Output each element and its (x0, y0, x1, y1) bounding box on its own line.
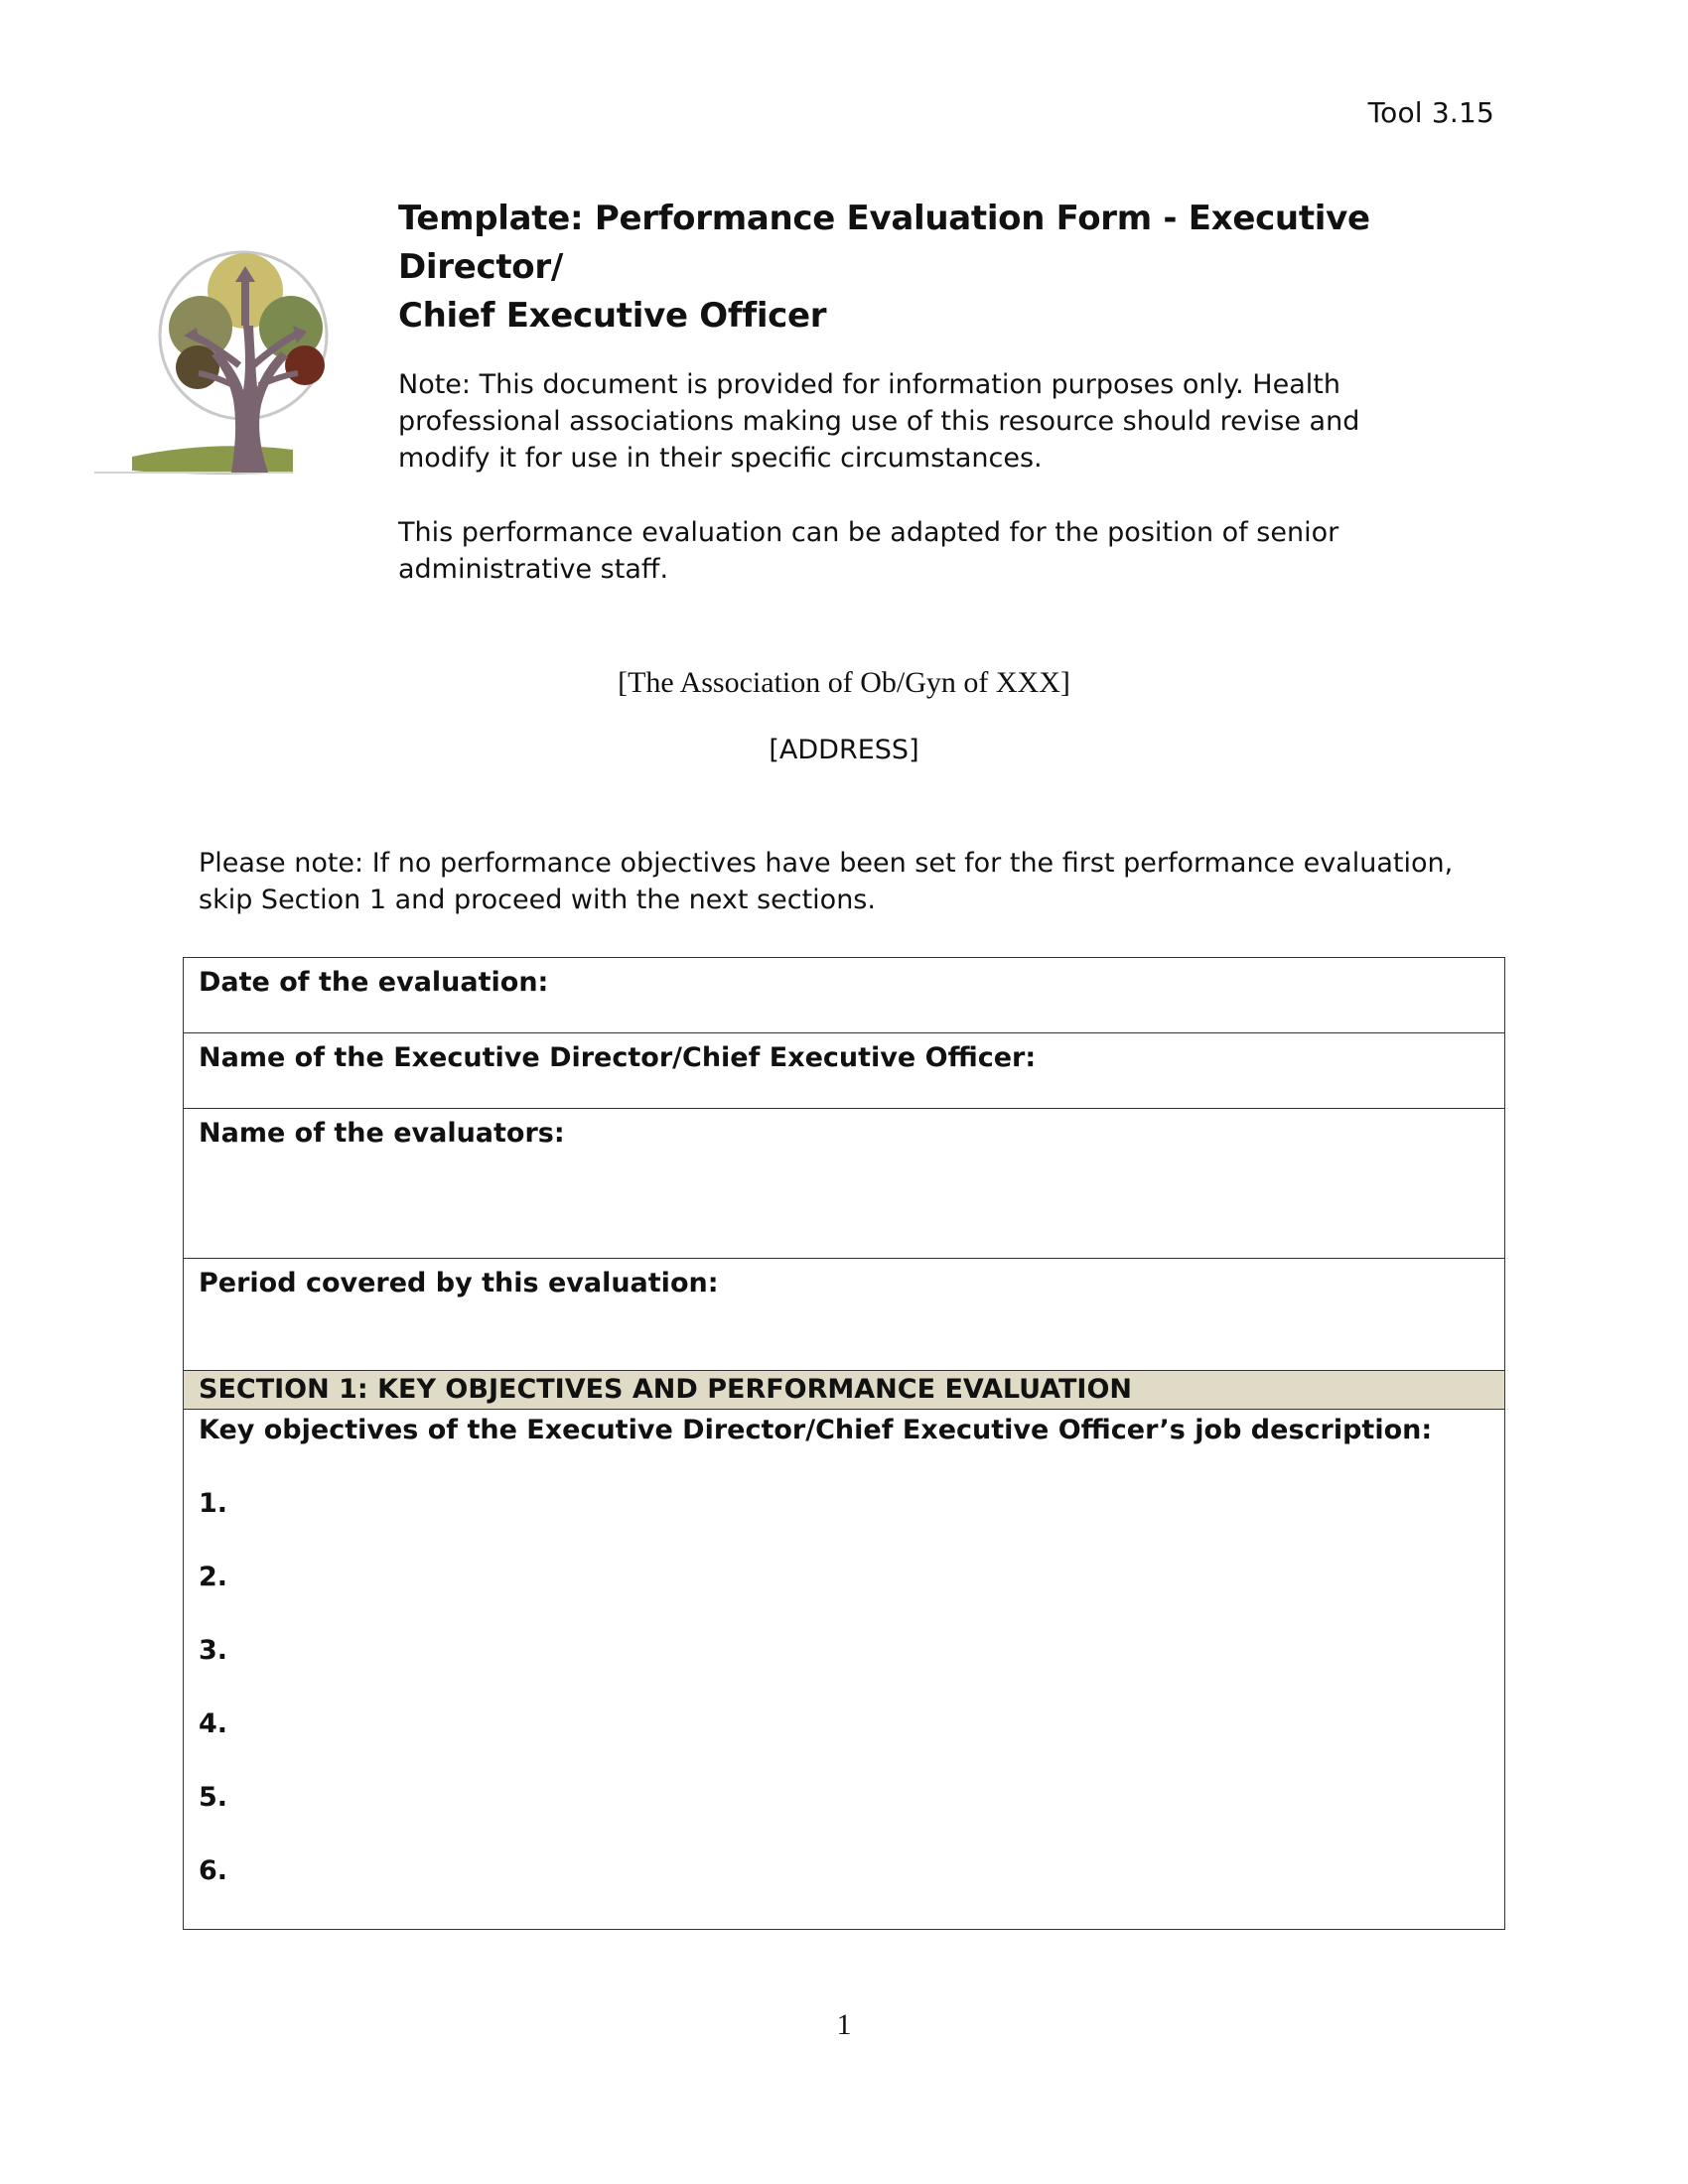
objective-number-1: 1. (199, 1488, 228, 1519)
objective-number-5: 5. (199, 1782, 228, 1813)
objectives-label: Key objectives of the Executive Director/Chief Executive Officer’s job description: (199, 1415, 1433, 1445)
association-address: [ADDRESS] (769, 735, 919, 765)
objective-number-2: 2. (199, 1562, 228, 1592)
evaluation-form-table (183, 957, 1505, 1930)
evaluators-label: Name of the evaluators: (199, 1118, 565, 1149)
period-field[interactable] (184, 1259, 1504, 1371)
adaptation-note: This performance evaluation can be adapted for the position of senior administrative staff. (398, 517, 1339, 585)
objective-number-6: 6. (199, 1855, 228, 1886)
page-title (398, 195, 1451, 341)
page-number: 1 (836, 2008, 852, 2041)
objective-number-3: 3. (199, 1635, 228, 1666)
tree-logo-icon (94, 216, 343, 479)
association-name: [The Association of Ob/Gyn of XXX] (618, 666, 1070, 699)
objectives-field[interactable] (184, 1410, 1504, 1929)
disclaimer-note: Note: This document is provided for information purposes only. Health professional associations making use of this resource should revise and modify it for use in their specific circumstances. (398, 369, 1360, 474)
please-note: Please note: If no performance objectives have been set for the first performance evaluation, skip Section 1 and proceed with the next sections. (199, 848, 1454, 915)
title-line-2: Chief Executive Officer (398, 296, 827, 336)
tool-label: Tool 3.15 (1367, 96, 1494, 129)
objective-number-4: 4. (199, 1708, 228, 1739)
executive-name-field[interactable] (184, 1033, 1504, 1109)
section-1-heading: SECTION 1: KEY OBJECTIVES AND PERFORMANCE EVALUATION (184, 1371, 1504, 1410)
date-field[interactable] (184, 958, 1504, 1033)
date-label: Date of the evaluation: (199, 967, 549, 998)
title-line-1: Template: Performance Evaluation Form - Executive Director/ (398, 199, 1370, 287)
period-label: Period covered by this evaluation: (199, 1268, 719, 1298)
evaluators-field[interactable] (184, 1109, 1504, 1259)
executive-name-label: Name of the Executive Director/Chief Executive Officer: (199, 1042, 1037, 1073)
